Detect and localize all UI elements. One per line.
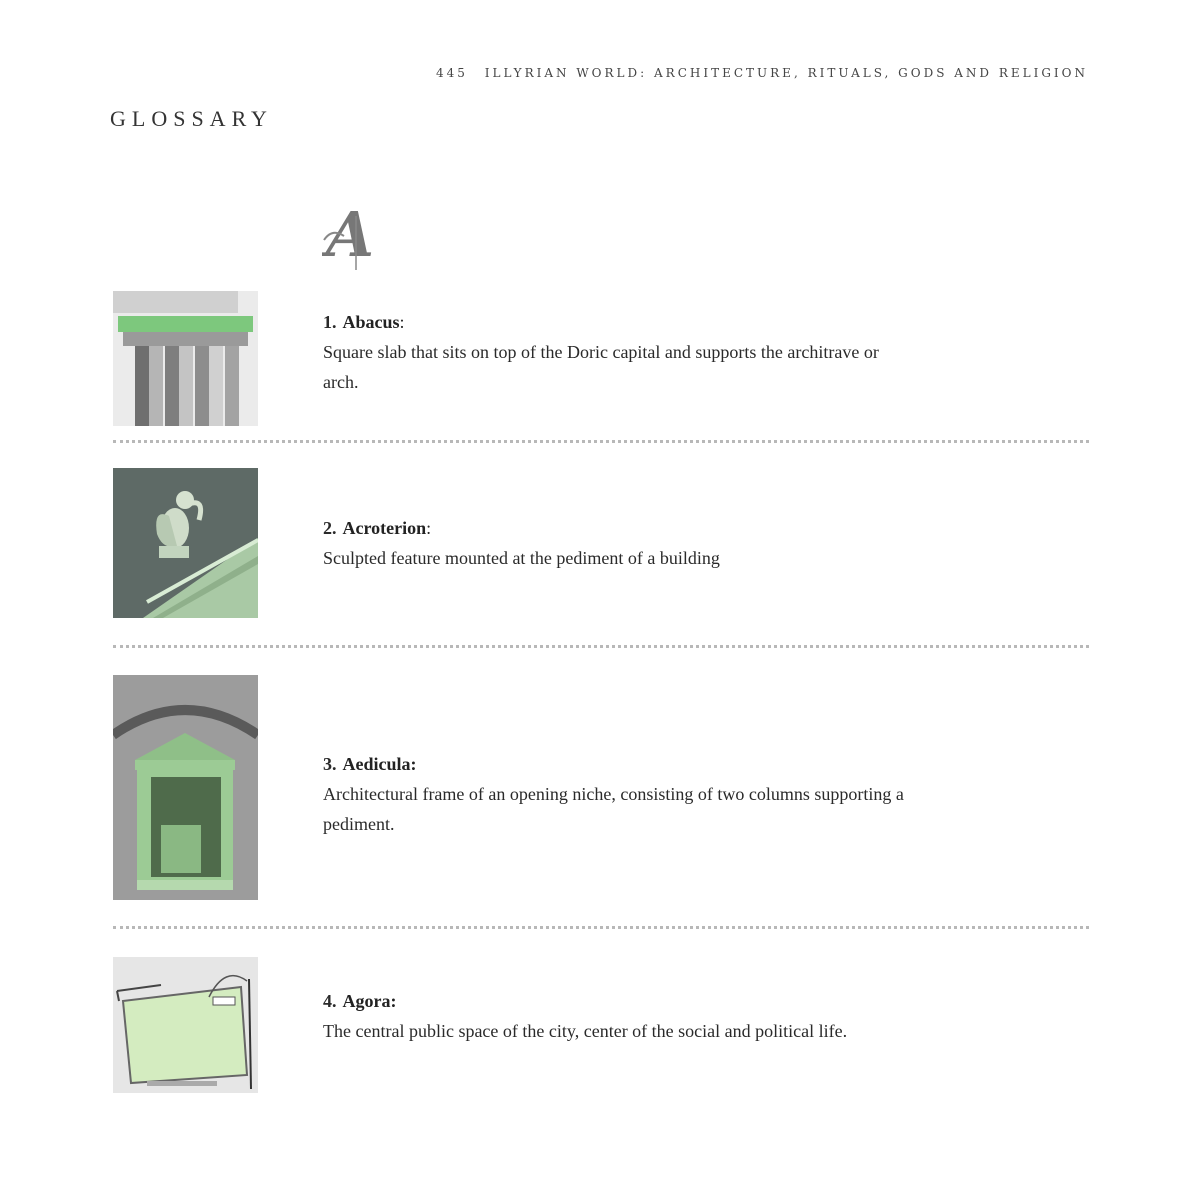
- aedicula-image: [113, 675, 258, 900]
- glossary-entry-2: [323, 513, 983, 573]
- abacus-image: [113, 291, 258, 426]
- entry-heading: [323, 513, 983, 543]
- entry-definition: Sculpted feature mounted at the pediment of a building: [323, 548, 720, 568]
- running-title: ILLYRIAN WORLD: ARCHITECTURE, RITUALS, GODS AND RELIGION: [484, 66, 1088, 80]
- entry-term: Agora:: [342, 991, 397, 1011]
- entry-definition: Architectural frame of an opening niche, consisting of two columns supporting a pediment.: [323, 784, 904, 834]
- entry-heading: [323, 307, 983, 337]
- divider: [113, 645, 1089, 648]
- entry-term: Aedicula:: [342, 754, 417, 774]
- divider: [113, 440, 1089, 443]
- entry-heading: [323, 986, 983, 1016]
- entry-term: Abacus: [342, 312, 400, 332]
- entry-number: 1.: [323, 312, 337, 332]
- page-title: GLOSSARY: [110, 106, 273, 131]
- agora-plan-image: [113, 957, 258, 1093]
- page-number: 445: [436, 66, 468, 80]
- glossary-entry-3: [323, 749, 983, 839]
- entry-term-suffix: :: [399, 312, 405, 332]
- letter-heading-text: A: [326, 198, 375, 271]
- entry-number: 4.: [323, 991, 337, 1011]
- entry-definition: Square slab that sits on top of the Doric capital and supports the architrave or arch.: [323, 342, 879, 392]
- glossary-entry-4: [323, 986, 983, 1046]
- entry-term: Acroterion: [342, 518, 427, 538]
- letter-heading-dropcap: [322, 196, 392, 272]
- entry-definition: The central public space of the city, center of the social and political life.: [323, 1021, 848, 1041]
- running-head: [436, 66, 1088, 80]
- entry-term-suffix: :: [426, 518, 432, 538]
- glossary-entry-1: [323, 307, 983, 397]
- acroterion-image: [113, 468, 258, 618]
- entry-number: 3.: [323, 754, 337, 774]
- entry-heading: [323, 749, 983, 779]
- entry-number: 2.: [323, 518, 337, 538]
- divider: [113, 926, 1089, 929]
